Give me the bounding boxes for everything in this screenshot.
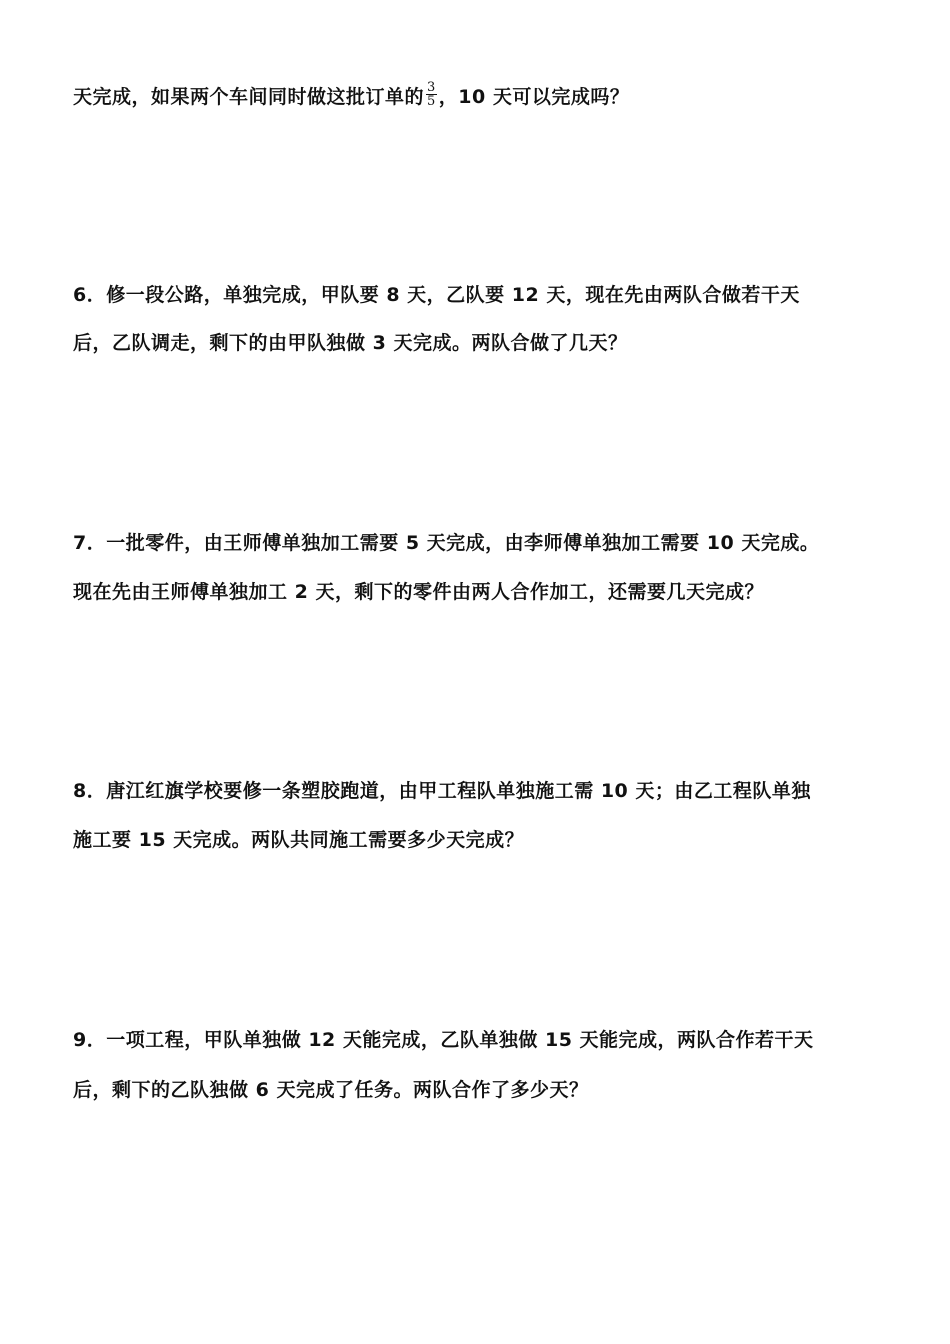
fraction-numerator: 3	[427, 80, 436, 95]
fraction-denominator: 5	[427, 94, 436, 109]
question-6-line-2: 后，乙队调走，剩下的由甲队独做 3 天完成。两队合做了几天？	[73, 332, 628, 354]
question-5-text-end: ，10 天可以完成吗？	[438, 86, 630, 108]
question-6-line-1: 6．修一段公路，单独完成，甲队要 8 天，乙队要 12 天，现在先由两队合做若干天	[73, 284, 800, 306]
question-5-continuation	[73, 80, 903, 111]
question-7-line-1: 7．一批零件，由王师傅单独加工需要 5 天完成，由李师傅单独加工需要 10 天完成。	[73, 532, 820, 554]
question-9-line-2: 后，剩下的乙队独做 6 天完成了任务。两队合作了多少天？	[73, 1079, 589, 1101]
question-8-line-2: 施工要 15 天完成。两队共同施工需要多少天完成？	[73, 829, 525, 851]
question-7-line-2: 现在先由王师傅单独加工 2 天，剩下的零件由两人合作加工，还需要几天完成？	[73, 581, 764, 603]
question-8-line-1: 8．唐江红旗学校要修一条塑胶跑道，由甲工程队单独施工需 10 天；由乙工程队单独	[73, 780, 811, 802]
question-9-line-1: 9．一项工程，甲队单独做 12 天能完成，乙队单独做 15 天能完成，两队合作若干天	[73, 1029, 814, 1051]
question-5-text-start: 天完成，如果两个车间同时做这批订单的	[73, 86, 425, 108]
fraction-three-fifths	[426, 81, 437, 108]
